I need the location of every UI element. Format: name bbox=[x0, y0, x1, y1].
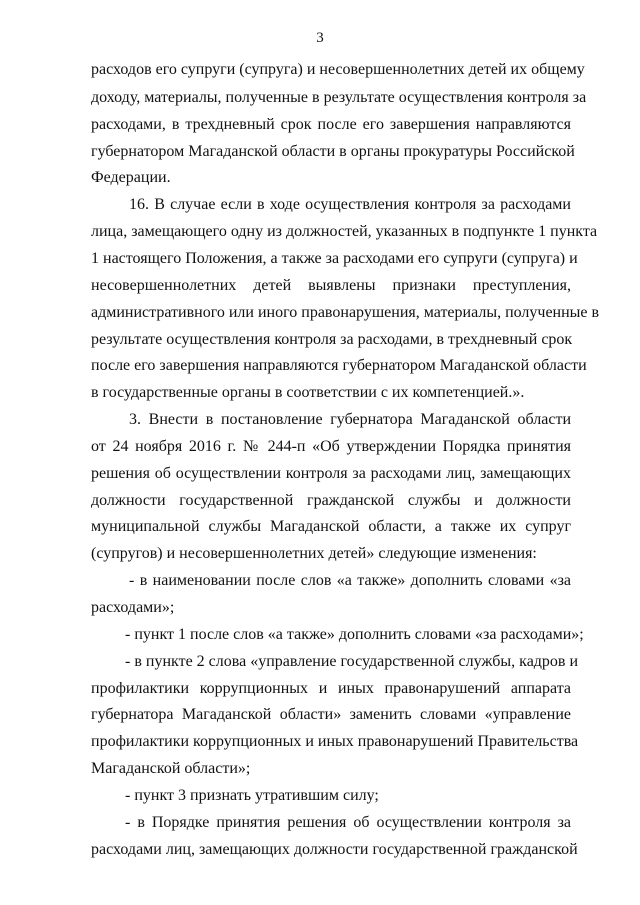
text-line: расходов его супруги (супруга) и несовершеннолетних детей их общему bbox=[91, 61, 585, 78]
text-line: после его завершения направляются губернатором Магаданской области bbox=[91, 357, 587, 374]
text-line: расходами»; bbox=[91, 599, 175, 616]
text-line: 1 настоящего Положения, а также за расходами его супруги (супруга) и bbox=[91, 250, 578, 267]
text-line: в государственные органы в соответствии с их компетенцией.». bbox=[91, 384, 525, 401]
text-line: несовершеннолетних детей выявлены признаки преступления, bbox=[91, 277, 571, 294]
text-line: губернатора Магаданской области» заменить словами «управление bbox=[91, 706, 571, 723]
text-line: результате осуществления контроля за расходами, в трехдневный срок bbox=[91, 331, 573, 348]
text-line: Магаданской области»; bbox=[91, 760, 251, 777]
text-line: административного или иного правонарушения, материалы, полученные в bbox=[91, 304, 600, 321]
text-line: 16. В случае если в ходе осуществления контроля за расходами bbox=[129, 196, 571, 213]
text-line: лица, замещающего одну из должностей, указанных в подпункте 1 пункта bbox=[91, 223, 598, 240]
text-line: - в Порядке принятия решения об осуществлении контроля за bbox=[125, 814, 571, 831]
text-line: расходами лиц, замещающих должности государственной гражданской bbox=[91, 841, 578, 858]
text-line: (супругов) и несовершеннолетних детей» следующие изменения: bbox=[91, 545, 537, 562]
page-number: 3 bbox=[316, 30, 324, 46]
text-line: решения об осуществлении контроля за расходами лиц, замещающих bbox=[91, 465, 571, 482]
text-line: - пункт 3 признать утратившим силу; bbox=[125, 787, 379, 804]
text-line: доходу, материалы, полученные в результате осуществления контроля за bbox=[91, 89, 587, 106]
text-line: расходами, в трехдневный срок после его завершения направляются bbox=[91, 116, 571, 133]
text-line: губернатором Магаданской области в органы прокуратуры Российской bbox=[91, 143, 575, 160]
text-line: - в пункте 2 слова «управление государственной службы, кадров и bbox=[125, 653, 579, 670]
text-line: 3. Внести в постановление губернатора Магаданской области bbox=[129, 411, 571, 428]
text-line: муниципальной службы Магаданской области, а также их супруг bbox=[91, 518, 571, 535]
text-line: должности государственной гражданской службы и должности bbox=[91, 492, 571, 509]
text-line: - в наименовании после слов «а также» дополнить словами «за bbox=[129, 572, 571, 589]
text-line: Федерации. bbox=[91, 169, 171, 186]
text-line: - пункт 1 после слов «а также» дополнить словами «за расходами»; bbox=[125, 626, 584, 643]
text-line: от 24 ноября 2016 г. № 244-п «Об утверждении Порядка принятия bbox=[91, 438, 571, 455]
text-line: профилактики коррупционных и иных правонарушений аппарата bbox=[91, 680, 571, 697]
text-line: профилактики коррупционных и иных правонарушений Правительства bbox=[91, 733, 579, 750]
